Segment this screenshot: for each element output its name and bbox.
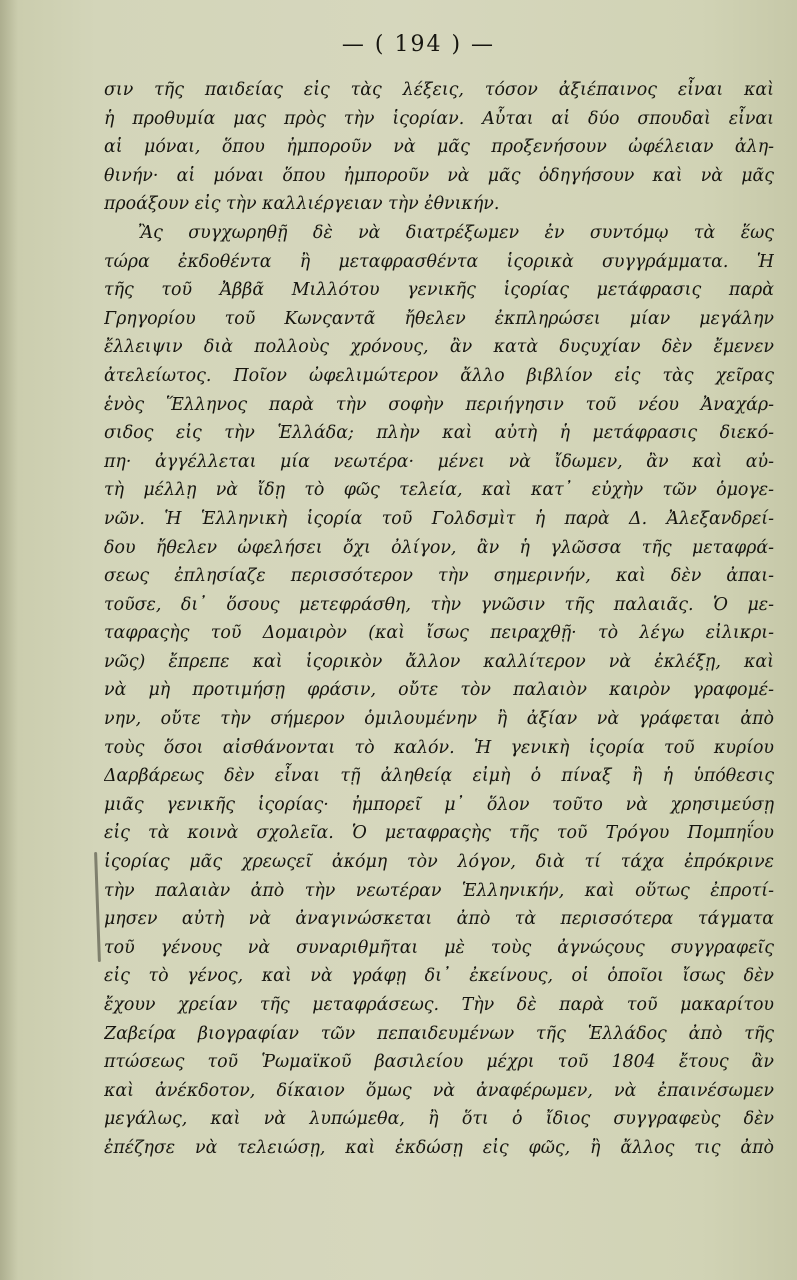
text-line: Ἂς συγχωρηθῇ δὲ νὰ διατρέξωμεν ἐν συντόμῳ τὰ ἕως [138, 222, 774, 243]
text-line: καὶ ἀνέκδοτον, δίκαιον ὅμως νὰ ἀναφέρωμεν, νὰ ἐπαινέσωμεν [104, 1080, 774, 1101]
text-line: ἱςορίας μᾶς χρεωςεῖ ἀκόμη τὸν λόγον, διὰ τί τάχα ἐπρόκρινε [104, 852, 774, 873]
text-line: νην, οὔτε τὴν σήμερον ὁμιλουμένην ἢ ἀξίαν νὰ γράφεται ἀπὸ [104, 709, 774, 730]
text-line: θινήν· αἱ μόναι ὅπου ἠμποροῦν νὰ μᾶς ὁδηγήσουν καὶ νὰ μᾶς [104, 165, 774, 186]
text-line: σεως ἐπλησίαζε περισσότερον τὴν σημερινήν, καὶ δὲν ἀπαι- [104, 566, 774, 587]
text-line: πη· ἀγγέλλεται μία νεωτέρα· μένει νὰ ἴδωμεν, ἂν καὶ αὐ- [104, 451, 774, 472]
text-line: ἑνὸς Ἕλληνος παρὰ τὴν σοφὴν περιήγησιν τοῦ νέου Ἀναχάρ- [104, 394, 774, 415]
text-line: σιδος εἰς τὴν Ἑλλάδα; πλὴν καὶ αὐτὴ ἡ μετάφρασις διεκό- [104, 423, 774, 444]
text-line: πτώσεως τοῦ Ῥωμαϊκοῦ βασιλείου μέχρι τοῦ 1804 ἔτους ἂν [104, 1052, 774, 1073]
text-line: ἐπέζησε νὰ τελειώσῃ, καὶ ἐκδώσῃ εἰς φῶς, ἢ ἄλλος τις ἀπὸ [104, 1137, 774, 1158]
text-line: τὴ μέλλῃ νὰ ἴδῃ τὸ φῶς τελεία, καὶ κατ᾽ εὐχὴν τῶν ὁμογε- [104, 480, 774, 501]
margin-pencil-mark [94, 852, 101, 962]
text-line: ταφραςὴς τοῦ Δομαιρὸν (καὶ ἴσως πειραχθῇ· τὸ λέγω εἰλικρι- [104, 623, 774, 644]
text-line: Γρηγορίου τοῦ Κωνςαντᾶ ἤθελεν ἐκπληρώσει μίαν μεγάλην [104, 308, 774, 329]
text-line: σιν τῆς παιδείας εἰς τὰς λέξεις, τόσον ἀξιέπαινος εἶναι καὶ [104, 80, 774, 100]
text-line: προάξουν εἰς τὴν καλλιέργειαν τὴν ἐθνικήν. [104, 194, 500, 215]
text-line: νὰ μὴ προτιμήσῃ φράσιν, οὔτε τὸν παλαιὸν καιρὸν γραφομέ- [104, 680, 774, 701]
text-line: εἰς τὰ κοινὰ σχολεῖα. Ὁ μεταφραςὴς τῆς τοῦ Τρόγου Πομπηΐου [104, 823, 774, 844]
text-line: ἔχουν χρείαν τῆς μεταφράσεως. Τὴν δὲ παρὰ τοῦ μακαρίτου [104, 995, 774, 1015]
text-line: τώρα ἐκδοθέντα ἢ μεταφρασθέντα ἱςορικὰ συγγράμματα. Ἡ [104, 251, 774, 272]
text-line: ἔλλειψιν διὰ πολλοὺς χρόνους, ἂν κατὰ δυςυχίαν δὲν ἔμενεν [104, 337, 774, 358]
text-line: δου ἤθελεν ὠφελήσει ὄχι ὀλίγον, ἂν ἡ γλῶσσα τῆς μεταφρά- [104, 537, 774, 558]
text-line: ἀτελείωτος. Ποῖον ὠφελιμώτερον ἄλλο βιβλίον εἰς τὰς χεῖρας [104, 365, 774, 386]
text-line: τῆς τοῦ Ἀββᾶ Μιλλότου γενικῆς ἱςορίας μετάφρασις παρὰ [104, 280, 774, 301]
text-line: μιᾶς γενικῆς ἱςορίας· ἠμπορεῖ μ᾽ ὅλον τοῦτο νὰ χρησιμεύσῃ [104, 794, 774, 815]
text-line: εἰς τὸ γένος, καὶ νὰ γράφῃ δι᾽ ἐκείνους, οἱ ὁποῖοι ἴσως δὲν [104, 966, 774, 987]
text-line: τοῦ γένους νὰ συναριθμῆται μὲ τοὺς ἀγνώςους συγγραφεῖς [104, 937, 774, 958]
text-line: Ζαβείρα βιογραφίαν τῶν πεπαιδευμένων τῆς Ἑλλάδος ἀπὸ τῆς [104, 1023, 774, 1044]
text-line: ἡ προθυμία μας πρὸς τὴν ἱςορίαν. Αὗται αἱ δύο σπουδαὶ εἶναι [104, 108, 774, 129]
text-line: νῶς) ἔπρεπε καὶ ἱςορικὸν ἄλλον καλλίτερον νὰ ἐκλέξῃ, καὶ [104, 651, 774, 672]
text-line: Δαρβάρεως δὲν εἶναι τῇ ἀληθείᾳ εἰμὴ ὁ πίναξ ἢ ἡ ὑπόθεσις [104, 766, 774, 787]
text-line: τοὺς ὅσοι αἰσθάνονται τὸ καλόν. Ἡ γενικὴ ἱςορία τοῦ κυρίου [104, 737, 774, 758]
text-line: νῶν. Ἡ Ἑλληνικὴ ἱςορία τοῦ Γολδσμὶτ ἡ παρὰ Δ. Ἀλεξανδρεί- [104, 508, 774, 529]
body-text [104, 76, 774, 1163]
text-line: τὴν παλαιὰν ἀπὸ τὴν νεωτέραν Ἑλληνικήν, καὶ οὕτως ἐπροτί- [104, 880, 774, 901]
gutter-shadow [0, 0, 18, 1280]
text-line: αἱ μόναι, ὅπου ἠμποροῦν νὰ μᾶς προξενήσουν ὠφέλειαν ἀλη- [104, 137, 774, 158]
text-line: τοῦσε, δι᾽ ὅσους μετεφράσθη, τὴν γνῶσιν τῆς παλαιᾶς. Ὁ με- [104, 594, 774, 615]
page-number-header: — ( 194 ) — [341, 32, 496, 57]
text-line: μησεν αὐτὴ νὰ ἀναγινώσκεται ἀπὸ τὰ περισσότερα τάγματα [104, 909, 774, 930]
text-line: μεγάλως, καὶ νὰ λυπώμεθα, ἢ ὅτι ὁ ἴδιος συγγραφεὺς δὲν [104, 1109, 774, 1130]
